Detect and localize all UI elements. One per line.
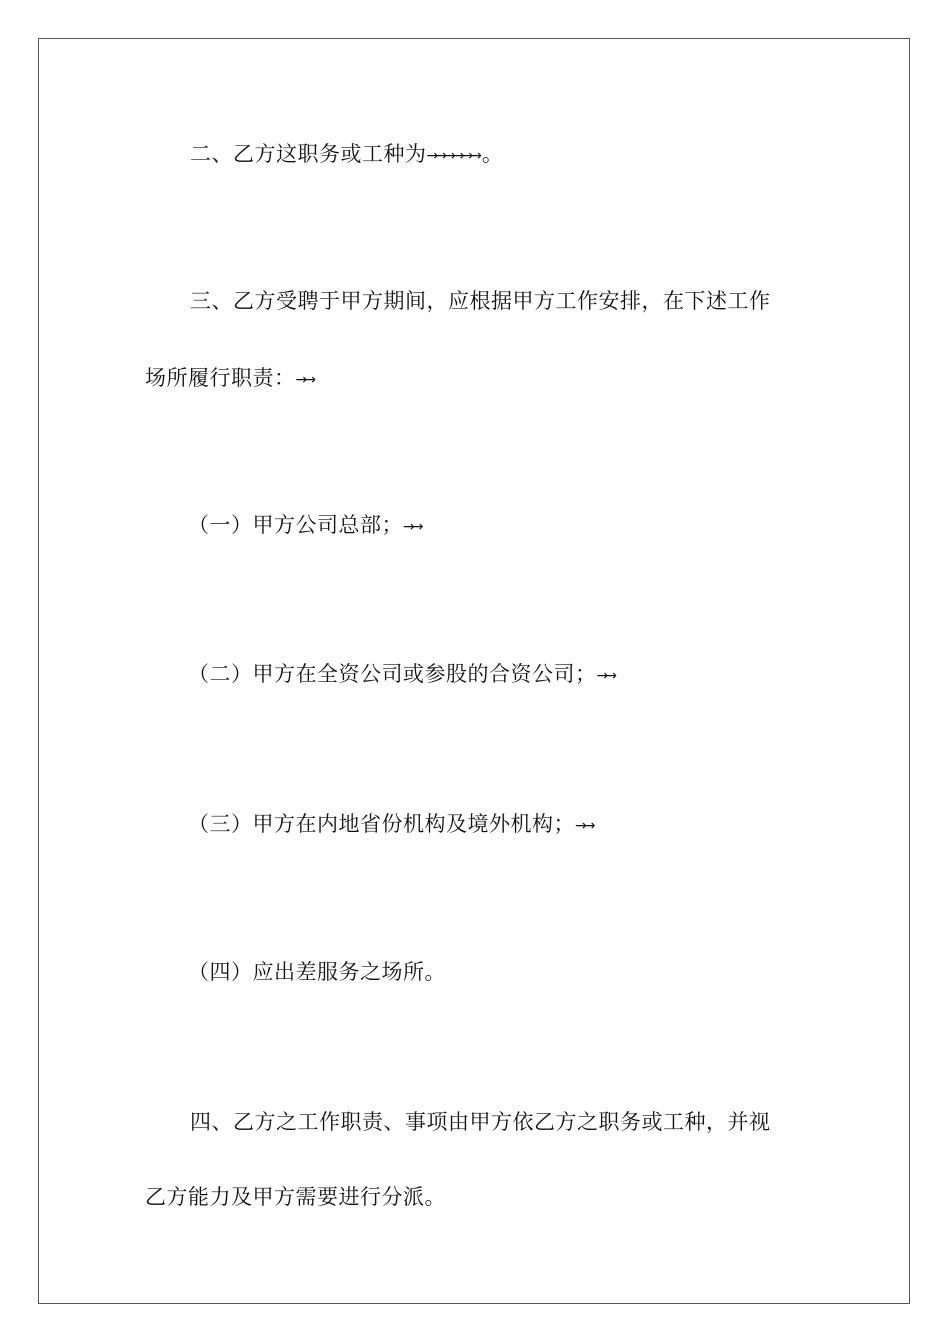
arrow-marks: →→ bbox=[575, 818, 593, 834]
list-item bbox=[188, 511, 423, 541]
clause-four-line-2: 乙方能力及甲方需要进行分派。 bbox=[145, 1185, 446, 1209]
clause-two-text: 二、乙方这职务或工种为 bbox=[190, 142, 427, 166]
clause-three-line-2 bbox=[145, 364, 316, 394]
arrow-marks: →→ bbox=[295, 372, 313, 388]
list-item-text: （一）甲方公司总部； bbox=[188, 513, 403, 537]
arrow-marks: →→ bbox=[403, 519, 421, 535]
arrow-marks: →→ bbox=[596, 668, 614, 684]
list-item-text: （三）甲方在内地省份机构及境外机构； bbox=[188, 812, 575, 836]
clause-three-line-1: 三、乙方受聘于甲方期间，应根据甲方工作安排，在下述工作 bbox=[190, 289, 771, 313]
clause-four-line-1: 四、乙方之工作职责、事项由甲方依乙方之职务或工种，并视 bbox=[190, 1110, 771, 1134]
list-item-text: （二）甲方在全资公司或参股的合资公司； bbox=[188, 662, 597, 686]
arrow-marks: →→→→→→ bbox=[426, 148, 479, 164]
clause-three-line-2-text: 场所履行职责： bbox=[145, 366, 296, 390]
clause-two-end: 。 bbox=[481, 142, 504, 166]
list-item bbox=[188, 660, 617, 690]
list-item-text: （四）应出差服务之场所。 bbox=[188, 960, 446, 984]
list-item bbox=[188, 958, 446, 986]
list-item bbox=[188, 810, 595, 840]
clause-two bbox=[190, 140, 503, 170]
